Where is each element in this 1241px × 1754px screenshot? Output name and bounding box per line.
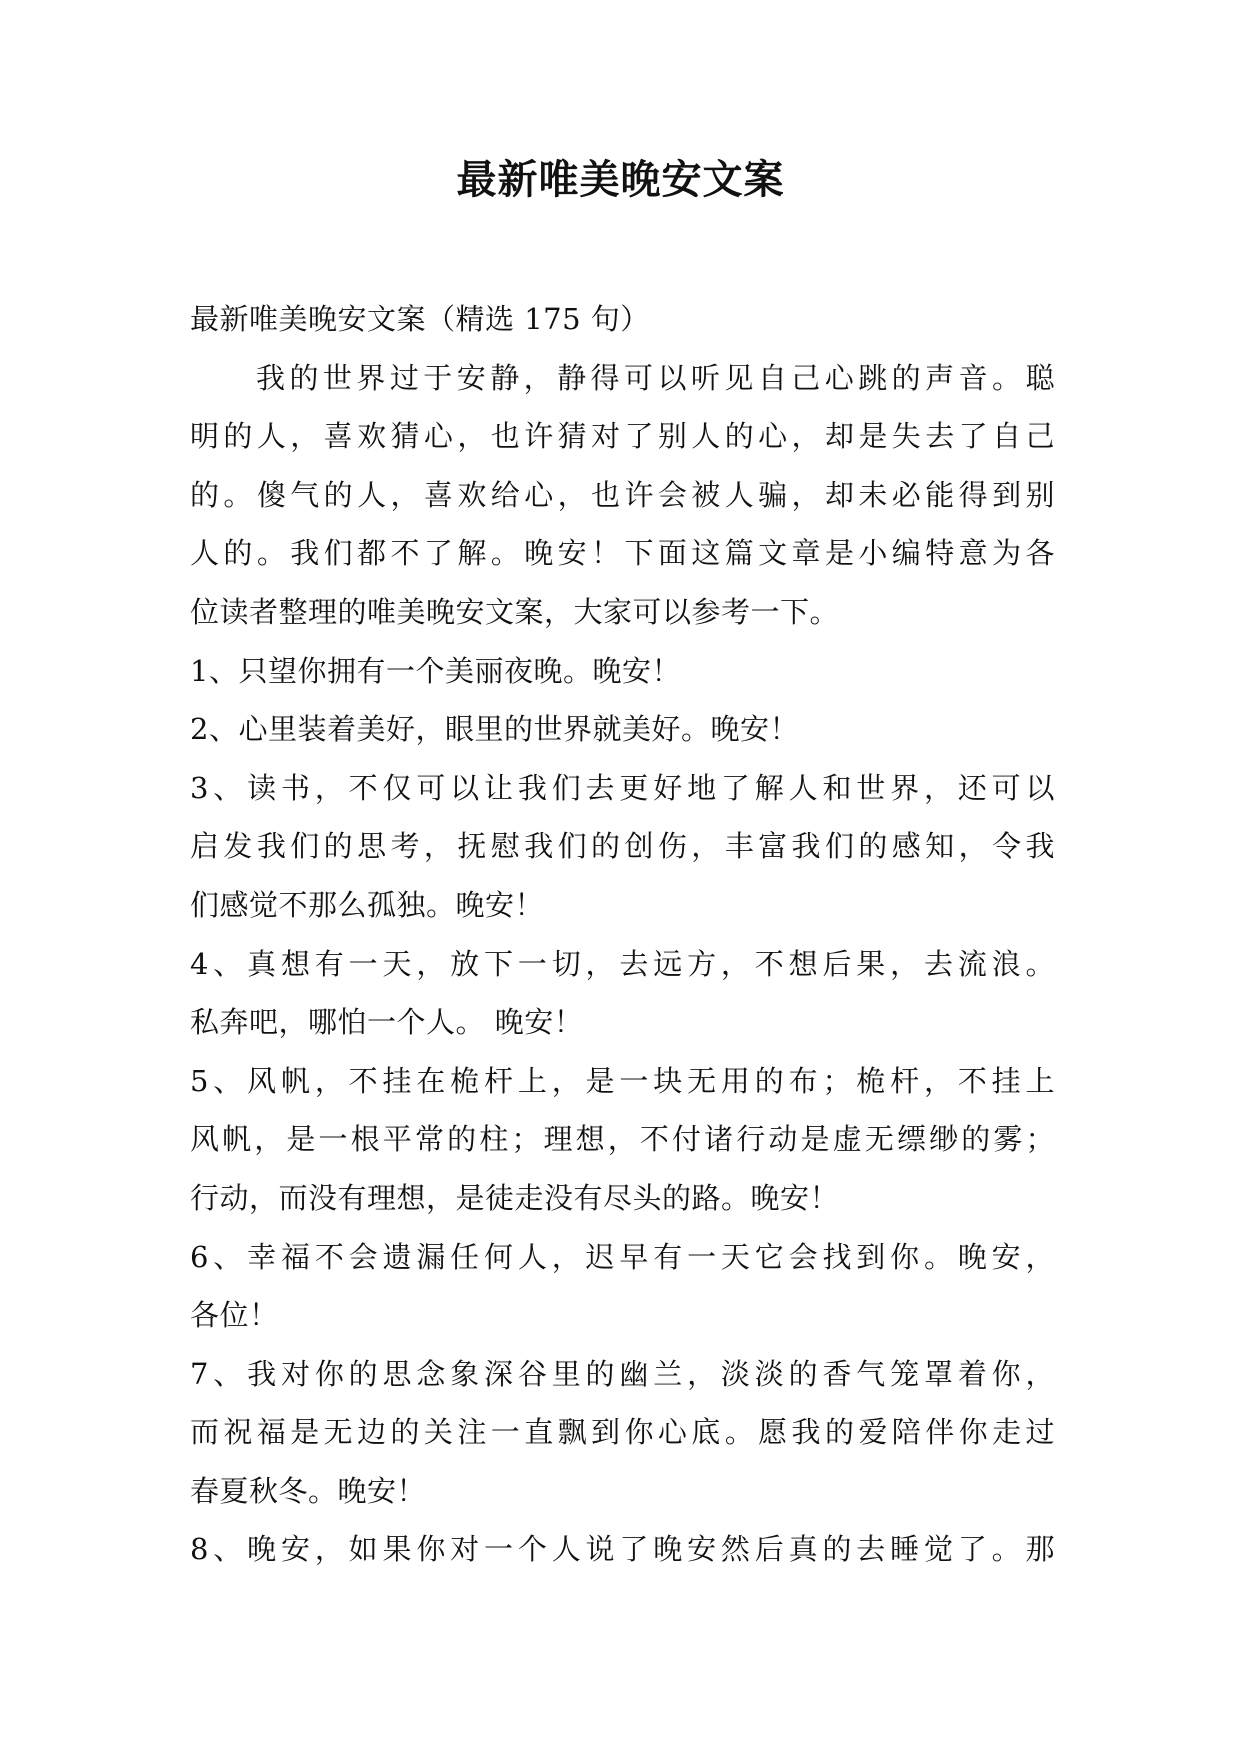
text-line: 人的。我们都不了解。晚安！下面这篇文章是小编特意为各 [190, 536, 1055, 571]
text-line: 我的世界过于安静，静得可以听见自己心跳的声音。聪 [256, 360, 1055, 395]
text-line: 5、风帆，不挂在桅杆上，是一块无用的布；桅杆，不挂上 [190, 1063, 1055, 1098]
text-line: 私奔吧，哪怕一个人。 晚安！ [190, 1005, 584, 1040]
text-line: 明的人，喜欢猜心，也许猜对了别人的心，却是失去了自己 [190, 419, 1055, 454]
text-line: 的。傻气的人，喜欢给心，也许会被人骗，却未必能得到别 [190, 477, 1055, 512]
text-line: 各位！ [190, 1298, 279, 1333]
text-line: 8、晚安，如果你对一个人说了晚安然后真的去睡觉了。那 [190, 1532, 1055, 1567]
text-line: 1、只望你拥有一个美丽夜晚。晚安！ [190, 653, 681, 688]
text-line: 而祝福是无边的关注一直飘到你心底。愿我的爱陪伴你走过 [190, 1415, 1055, 1450]
document-body [190, 290, 1055, 1579]
text-line: 6、幸福不会遗漏任何人，迟早有一天它会找到你。晚安， [190, 1239, 1055, 1274]
text-line: 风帆，是一根平常的柱；理想，不付诸行动是虚无缥缈的雾； [190, 1122, 1055, 1157]
document-title: 最新唯美晚安文案 [456, 157, 785, 203]
text-line: 启发我们的思考，抚慰我们的创伤，丰富我们的感知，令我 [190, 829, 1055, 864]
text-line: 7、我对你的思念象深谷里的幽兰，淡淡的香气笼罩着你， [190, 1356, 1055, 1391]
paragraph-lines [190, 349, 1055, 1579]
text-line: 4、真想有一天，放下一切，去远方，不想后果，去流浪。 [190, 946, 1055, 981]
text-line: 行动，而没有理想，是徒走没有尽头的路。晚安！ [190, 1180, 840, 1215]
text-line: 2、心里装着美好，眼里的世界就美好。晚安！ [190, 712, 799, 747]
text-line: 们感觉不那么孤独。晚安！ [190, 887, 545, 922]
document-subtitle: 最新唯美晚安文案（精选 175 句） [190, 302, 650, 336]
text-line: 3、读书，不仅可以让我们去更好地了解人和世界，还可以 [190, 770, 1055, 805]
text-line: 春夏秋冬。晚安！ [190, 1473, 427, 1508]
text-line: 位读者整理的唯美晚安文案，大家可以参考一下。 [190, 594, 840, 629]
